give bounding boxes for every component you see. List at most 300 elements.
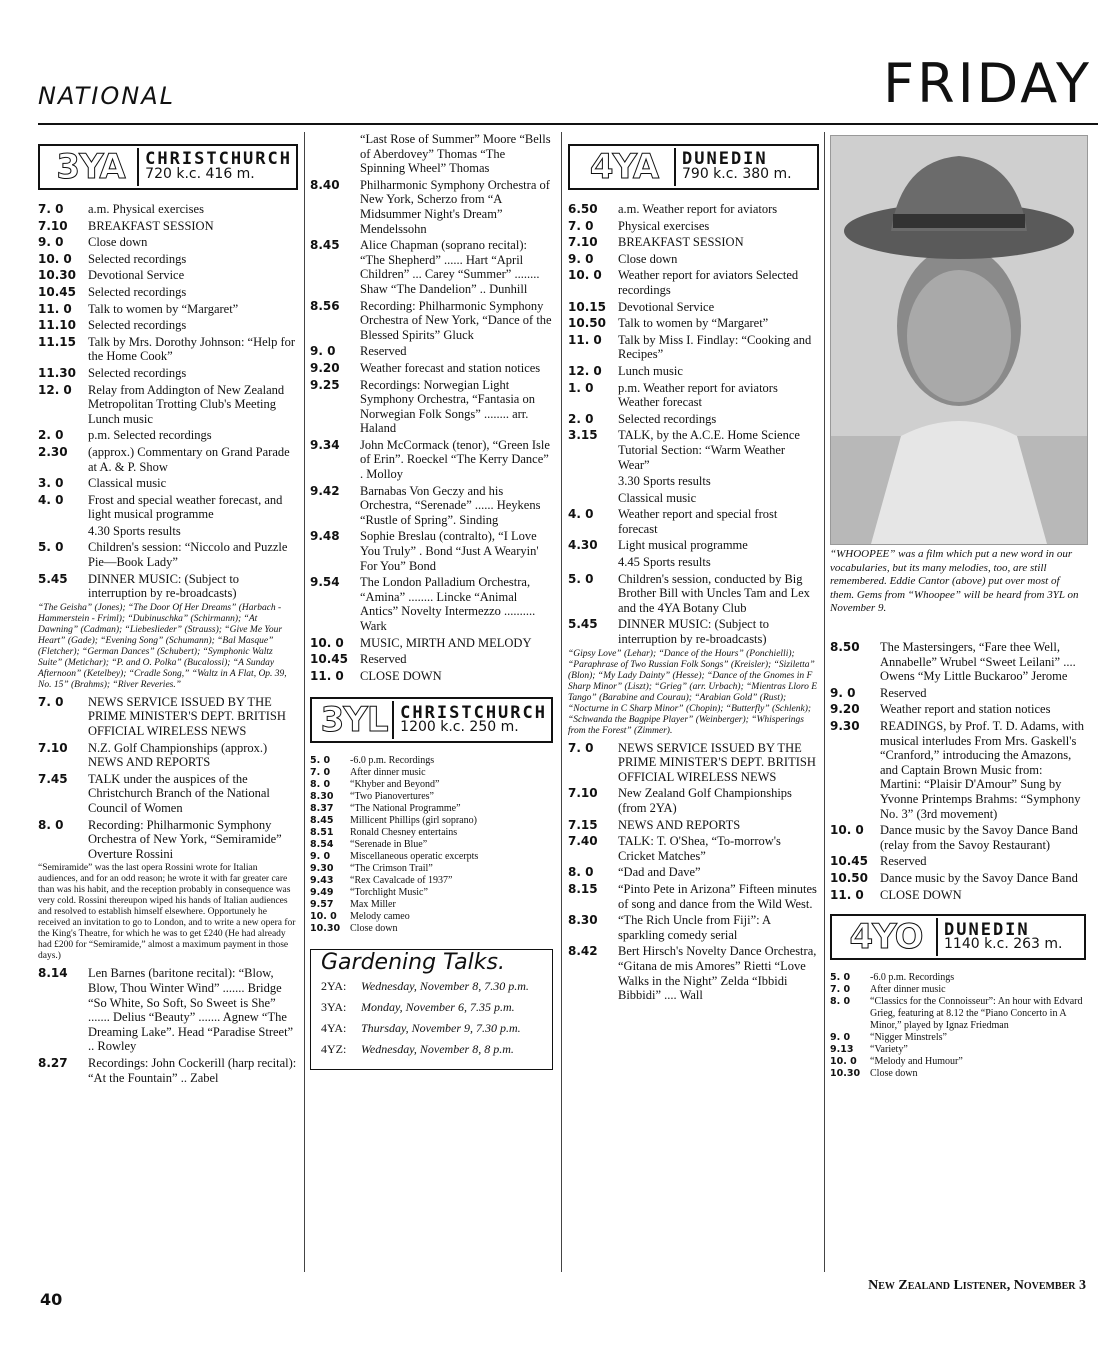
programme-entry (38, 219, 298, 234)
programme-description: Weather forecast and station notices (360, 360, 541, 375)
programme-entry (830, 1044, 1086, 1056)
programme-entry (568, 882, 819, 911)
gardening-station: 3YA: (321, 999, 347, 1014)
gardening-when: Wednesday, November 8, 8 p.m. (361, 1041, 514, 1056)
programme-description: Alice Chapman (soprano recital): “The Shepherd” ...... Hart “April Children” ... Carey “Summer” ........ Shaw “The Dandelion” .. Dunhill (360, 238, 540, 296)
programme-time: 10.15 (568, 299, 606, 314)
programme-entry (830, 871, 1086, 886)
programme-description: “Dad and Dave” (618, 865, 701, 880)
programme-description: Children's session: “Niccolo and Puzzle Pie—Book Lady” (88, 540, 288, 570)
programme-description: Reserved (880, 685, 927, 700)
day-title: FRIDAY (883, 52, 1092, 115)
programme-description: NEWS SERVICE ISSUED BY THE PRIME MINISTER'S DEPT. BRITISH OFFICIAL WIRELESS NEWS (88, 694, 286, 739)
programme-description: Classical music (618, 490, 697, 505)
programme-entry (38, 493, 298, 522)
programme-entry (568, 913, 819, 942)
programme-entry (310, 344, 553, 359)
programme-entry (38, 318, 298, 333)
programme-time: 10. 0 (310, 635, 344, 650)
programme-entry (310, 529, 553, 573)
programme-description: Miscellaneous operatic excerpts (350, 851, 479, 863)
programme-description: “Serenade in Blue” (350, 839, 428, 851)
programme-time: 5. 0 (310, 755, 331, 767)
programme-entry (568, 412, 819, 427)
programme-entry (830, 1056, 1086, 1068)
programme-entry (568, 572, 819, 616)
programme-time: 11.30 (38, 365, 76, 380)
programme-time: 7. 0 (38, 202, 64, 216)
programme-description: 4.30 Sports results (88, 523, 181, 538)
programme-description: NEWS SERVICE ISSUED BY THE PRIME MINISTER'S DEPT. BRITISH OFFICIAL WIRELESS NEWS (618, 740, 816, 784)
programme-entry (310, 839, 553, 851)
programme-entry (830, 686, 1086, 701)
programme-description: p.m. Weather report for aviators Weather forecast (618, 380, 778, 410)
programme-description: John McCormack (tenor), “Green Isle of Erin”. Roeckel “The Kerry Dance” . Molloy (360, 437, 550, 482)
programme-entry (38, 741, 298, 770)
station-frequency: 1200 k.c. 250 m. (400, 719, 519, 736)
programme-time: 8.42 (568, 944, 598, 959)
programme-time: 10.45 (310, 652, 348, 667)
programme-time: 3.15 (568, 428, 598, 443)
station-frequency: 1140 k.c. 263 m. (944, 936, 1063, 953)
programme-entry (38, 302, 298, 317)
programme-entry (310, 669, 553, 684)
programme-description: “The Rich Uncle from Fiji”: A sparkling comedy serial (618, 913, 771, 942)
programme-entry (310, 887, 553, 899)
programme-description: Close down (870, 1068, 918, 1080)
programme-time: 7. 0 (568, 218, 594, 233)
programme-entry (568, 741, 819, 785)
programme-time: 7.10 (38, 218, 68, 233)
station-box-4yo (830, 914, 1086, 960)
programme-description: Dance music by the Savoy Dance Band (880, 870, 1078, 885)
programme-time: 5.45 (38, 571, 68, 586)
programme-entry (830, 972, 1086, 984)
programme-description: Reserved (880, 854, 927, 869)
programme-description: READINGS, by Prof. T. D. Adams, with musical interludes From Mrs. Gaskell's “Cranford,” introducing the Amazons, and Captain Brown Music from: Martini: “Plaisir D'Amour” Sung by Yvonne Printemps Brahms: “Symphony No. 3” (3rd movement) (880, 718, 1085, 821)
programme-time: 9. 0 (310, 344, 336, 359)
programme-description: Recording: Philharmonic Symphony Orchestra of New York, “Semiramide” Overture Rossini (88, 817, 282, 861)
programme-description: “Last Rose of Summer” Moore “Bells of Aberdovey” Thomas “The Spinning Wheel” Thomas (360, 132, 551, 176)
programme-entry (38, 268, 298, 283)
programme-description: “Melody and Humour” (870, 1056, 963, 1068)
programme-description: After dinner music (870, 984, 946, 996)
gardening-when: Wednesday, November 8, 7.30 p.m. (361, 978, 529, 993)
station-city: CHRISTCHURCH (400, 702, 547, 723)
programme-description: “Rex Cavalcade of 1937” (350, 875, 453, 887)
programme-description: Talk to women by “Margaret” (618, 316, 769, 331)
station-box-3yl (310, 697, 553, 743)
programme-time: 11. 0 (830, 887, 864, 902)
section-title: NATIONAL (38, 82, 175, 110)
programme-time: 9. 0 (310, 851, 331, 863)
programme-entry (310, 484, 553, 528)
programme-time: 4.30 (568, 538, 598, 553)
programme-description: CLOSE DOWN (880, 887, 962, 902)
programme-description: Classical music (88, 476, 167, 491)
programme-description: Dance music by the Savoy Dance Band (relay from the Savoy Restaurant) (880, 823, 1078, 852)
programme-time (568, 555, 618, 570)
programme-time: 1. 0 (568, 380, 594, 395)
programme-time (38, 524, 88, 539)
programme-entry (310, 767, 553, 779)
programme-description: “Khyber and Beyond” (350, 779, 440, 791)
programme-time: 11. 0 (310, 668, 344, 683)
programme-description: Len Barnes (baritone recital): “Blow, Blow, Thou Winter Wind” ....... Bridge “So White, So Soft, So Sweet is She” ....... Delius “Beauty” ....... Agnew “The Dreaming Lake”. Head “Paradise Street” .. Rowley (88, 966, 294, 1054)
programme-description: Physical exercises (618, 218, 710, 233)
programme-entry (310, 875, 553, 887)
programme-time: 7.10 (568, 235, 598, 250)
programme-entry (38, 252, 298, 267)
programme-description: Selected recordings (618, 411, 717, 426)
programme-entry (568, 538, 819, 553)
programme-time: 8.30 (310, 791, 334, 803)
programme-entry (310, 827, 553, 839)
programme-time: 9.34 (310, 437, 340, 452)
programme-time: 10.30 (38, 268, 76, 283)
programme-description: Ronald Chesney entertains (350, 827, 458, 839)
programme-time: 11.15 (38, 334, 76, 349)
programme-entry (830, 823, 1086, 852)
programme-time (568, 474, 618, 489)
programme-description: Melody cameo (350, 911, 410, 923)
programme-time: 7. 0 (38, 694, 64, 709)
programme-entry (310, 361, 553, 376)
programme-time: 9.42 (310, 483, 340, 498)
column-3ya-continued (310, 132, 553, 1070)
programme-time: 8.14 (38, 966, 68, 981)
programme-entry (830, 984, 1086, 996)
programme-time: 8.56 (310, 298, 340, 313)
programme-time: 7.10 (38, 740, 68, 755)
programme-entry (310, 863, 553, 875)
programme-description: Bert Hirsch's Novelty Dance Orchestra, “Gitana de mis Amores” Rietti “Love Walks in the Night” Zelda “Ibbidi Bibbidi” .... Wall (618, 944, 817, 1003)
programme-time: 2. 0 (568, 411, 594, 426)
gardening-talks-box (310, 949, 553, 1070)
programme-time: 11.10 (38, 318, 76, 333)
programme-description: p.m. Selected recordings (88, 428, 212, 443)
programme-time: 9.20 (830, 702, 860, 717)
programme-entry (310, 378, 553, 436)
gardening-station: 4YA: (321, 1020, 347, 1035)
programme-description: TALK, by the A.C.E. Home Science Tutorial Section: “Warm Weather Wear” (618, 428, 800, 472)
programme-entry (38, 476, 298, 491)
programme-time: 10.50 (568, 316, 606, 331)
programme-description: DINNER MUSIC: (Subject to interruption by re-broadcasts) (88, 571, 240, 601)
programme-time: 11. 0 (568, 332, 602, 347)
gardening-row (321, 979, 542, 994)
programme-entry (38, 540, 298, 569)
programme-entry (568, 617, 819, 646)
programme-entry (830, 854, 1086, 869)
programme-time: 8.27 (38, 1055, 68, 1070)
programme-entry (568, 381, 819, 410)
programme-entry (830, 702, 1086, 717)
programme-time: 8.15 (568, 881, 598, 896)
programme-description: Weather report and station notices (880, 702, 1051, 717)
programme-entry (568, 944, 819, 1002)
programme-time: 7. 0 (568, 740, 594, 755)
programme-description: BREAKFAST SESSION (618, 235, 744, 250)
programme-entry (38, 366, 298, 381)
programme-description: TALK: T. O'Shea, “To-morrow's Cricket Matches” (618, 834, 781, 863)
gardening-row (321, 1021, 542, 1036)
programme-time: 9. 0 (568, 251, 594, 266)
programme-description: Recordings: John Cockerill (harp recital): “At the Fountain” .. Zabel (88, 1055, 297, 1085)
column-divider (304, 132, 305, 1272)
programme-description: CLOSE DOWN (360, 668, 442, 683)
programme-time: 10. 0 (568, 268, 602, 283)
station-logo: 4YO (836, 918, 938, 956)
programme-time: 5. 0 (830, 972, 851, 984)
gardening-row (321, 1042, 542, 1057)
photo-eddie-cantor (830, 135, 1088, 545)
programme-entry (38, 1056, 298, 1085)
column-4ya-continued (830, 640, 1086, 1080)
programme-entry (568, 428, 819, 472)
gardening-row (321, 1000, 542, 1015)
programme-description: “Classics for the Connoisseur”: An hour with Edvard Grieg, featuring at 8.12 the “Piano Concerto in A Minor,” played by Ignaz Friedman (870, 996, 1083, 1032)
programme-time: 11. 0 (38, 301, 72, 316)
programme-entry (568, 364, 819, 379)
programme-time: 10. 0 (38, 251, 72, 266)
programme-time: 5. 0 (38, 540, 64, 555)
programme-entry (38, 202, 298, 217)
programme-entry (310, 238, 553, 296)
programme-time (568, 491, 618, 506)
programme-description: Reserved (360, 652, 407, 667)
programme-time: 2.30 (38, 444, 68, 459)
programme-entry (310, 803, 553, 815)
programme-time: 9.57 (310, 899, 334, 911)
programme-description: “The Crimson Trail” (350, 863, 433, 875)
programme-entry (310, 132, 553, 176)
programme-entry (310, 911, 553, 923)
programme-description: “Two Pianovertures” (350, 791, 434, 803)
gardening-station: 2YA: (321, 978, 347, 993)
programme-entry (310, 438, 553, 482)
programme-time: 8. 0 (310, 779, 331, 791)
programme-description: (approx.) Commentary on Grand Parade at A. & P. Show (88, 444, 290, 474)
programme-time: 9.48 (310, 529, 340, 544)
programme-time: 8.37 (310, 803, 334, 815)
programme-description: Light musical programme (618, 538, 748, 553)
programme-time: 10. 0 (830, 823, 864, 838)
programme-entry (830, 888, 1086, 903)
programme-time: 7.40 (568, 834, 598, 849)
programme-entry (568, 202, 819, 217)
programme-entry (568, 474, 819, 489)
programme-description: Close down (88, 235, 148, 250)
programme-description: -6.0 p.m. Recordings (870, 972, 955, 984)
programme-time: 7. 0 (310, 767, 331, 779)
programme-description: Lunch music (618, 363, 683, 378)
programme-description: 3.30 Sports results (618, 474, 711, 489)
programme-description: Max Miller (350, 899, 396, 911)
programme-description: Reserved (360, 344, 407, 359)
programme-entry (310, 791, 553, 803)
programme-note: “Gipsy Love” (Lehar); “Dance of the Hours” (Ponchielli); “Paraphrase of Two Russian Folk Songs” (Kreisler); “Siziletta” (Blon); “My Lady Dainty” (Hesse); “Dance of the Gnomes in F Sharp Minor” (Liszt); “Grieg” (arr. Urbach); “Mientras Lloro E Tango” (Barabine and Courau); “Arabian Gold” (Rust); “Nocturne in C Sharp Minor” (Chopin); “Butterfly” (Schlenk); “Schwanda the Bagpipe Player” (Weinberger); “Whisperings from the Forest” (Zimmer). (568, 648, 818, 736)
programme-entry (38, 818, 298, 862)
programme-entry (830, 719, 1086, 821)
programme-time: 5.45 (568, 617, 598, 632)
programme-description: “The National Programme” (350, 803, 461, 815)
programme-description: The London Palladium Orchestra, “Amina” ........ Lincke “Animal Antics” Novelty Intermezzo .......... Wark (360, 575, 536, 633)
programme-time: 10.45 (38, 284, 76, 299)
programme-entry (568, 235, 819, 250)
programme-entry (38, 572, 298, 601)
programme-entry (830, 640, 1086, 684)
programme-entry (310, 923, 553, 935)
programme-entry (310, 178, 553, 236)
programme-note: “Semiramide” was the last opera Rossini wrote for Italian audiences, and for an odd reason; he wrote it with far greater care than was his habit, and the reception probably in consequence was very cold. Rossini thereupon wiped his hands of Italian audiences and resolved to establish himself elsewhere. Opportunely he received an invitation to go to London, and to write a new opera for the King's Theatre, for which he was to get £240 (He had already had £200 for “Semiramide,” almost a maximum payment in those days.) (38, 863, 296, 962)
programme-time: 4. 0 (568, 507, 594, 522)
programme-time: 9.30 (830, 718, 860, 733)
programme-entry (568, 507, 819, 536)
programme-time: 8.54 (310, 839, 334, 851)
programme-time: 10. 0 (830, 1056, 857, 1068)
programme-entry (568, 219, 819, 234)
programme-entry (38, 772, 298, 816)
programme-entry (568, 300, 819, 315)
programme-description: a.m. Physical exercises (88, 202, 204, 216)
programme-time: 8. 0 (38, 817, 64, 832)
programme-time: 9. 0 (830, 685, 856, 700)
programme-entry (38, 285, 298, 300)
programme-time: 6.50 (568, 202, 598, 216)
gardening-title: Gardening Talks. (321, 950, 505, 976)
programme-time: 5. 0 (568, 571, 594, 586)
programme-entry (310, 815, 553, 827)
programme-entry (568, 865, 819, 880)
programme-time: 10.30 (310, 923, 341, 935)
programme-description: Millicent Phillips (girl soprano) (350, 815, 477, 827)
programme-time: 8. 0 (568, 865, 594, 880)
programme-description: MUSIC, MIRTH AND MELODY (360, 635, 532, 650)
programme-description: TALK under the auspices of the Christchurch Branch of the National Council of Women (88, 771, 270, 815)
programme-time: 7.15 (568, 817, 598, 832)
programme-time: 7. 0 (830, 984, 851, 996)
gardening-when: Monday, November 6, 7.35 p.m. (361, 999, 515, 1014)
programme-description: Selected recordings (88, 284, 187, 299)
programme-time: 12. 0 (38, 382, 72, 397)
column-divider (824, 132, 825, 1272)
programme-description: “Nigger Minstrels” (870, 1032, 947, 1044)
programme-entry (568, 316, 819, 331)
programme-entry (568, 491, 819, 506)
programme-description: Relay from Addington of New Zealand Metropolitan Trotting Club's Meeting Lunch music (88, 382, 285, 426)
station-frequency: 790 k.c. 380 m. (682, 166, 792, 182)
footer-title: New Zealand Listener, November 3 (868, 1278, 1086, 1293)
programme-entry (568, 268, 819, 297)
programme-description: a.m. Weather report for aviators (618, 202, 778, 216)
page-number: 40 (40, 1290, 63, 1309)
station-logo: 3YA (44, 148, 139, 186)
programme-description: Sophie Breslau (contralto), “I Love You Truly” . Bond “Just A Wearyin' For You” Bond (360, 529, 539, 573)
programme-time: 8.40 (310, 177, 340, 192)
programme-description: “Variety” (870, 1044, 908, 1056)
programme-description: Selected recordings (88, 251, 187, 266)
programme-description: New Zealand Golf Championships (from 2YA) (618, 786, 792, 815)
station-box-4ya (568, 144, 819, 190)
programme-entry (568, 818, 819, 833)
programme-description: Weather report for aviators Selected recordings (618, 268, 799, 297)
programme-description: 4.45 Sports results (618, 555, 711, 570)
column-3ya (38, 132, 298, 1087)
programme-time: 9.49 (310, 887, 334, 899)
programme-description: Devotional Service (618, 299, 715, 314)
programme-time: 8.45 (310, 815, 334, 827)
station-box-3ya (38, 144, 298, 190)
programme-description: DINNER MUSIC: (Subject to interruption by re-broadcasts) (618, 617, 770, 647)
programme-entry (568, 555, 819, 570)
programme-description: Frost and special weather forecast, and light musical programme (88, 492, 283, 522)
programme-note: “The Geisha” (Jones); “The Door Of Her Dreams” (Harbach - Hammerstein - Friml); “Dubinuschka” (Schirmann); “At Dawning” (Cadman); “Liebeslieder” (Strauss); “Give Me Your Heart” (Gade); “Evening Song” (Schumann); “Bal Masque” (Fletcher); “German Dances” (Schubert); “Symphonic Waltz Suite” (Metichar); “P. and O. Polka” (Bucalossi); “A Sunday Afternoon” (Ketelbey); “Cradle Song,” “Waltz in A Flat, Op. 39, No. 15” (Brahms); “River Reveries.” (38, 602, 287, 690)
programme-time: 8. 0 (830, 996, 851, 1008)
programme-entry (38, 383, 298, 427)
programme-description: Talk by Mrs. Dorothy Johnson: “Help for the Home Cook” (88, 334, 296, 364)
programme-entry (310, 851, 553, 863)
programme-entry (830, 1068, 1086, 1080)
programme-entry (38, 235, 298, 250)
photo-caption: “WHOOPEE” was a film which put a new word in our vocabularies, but its many melodies, too, are still remembered. Eddie Cantor (above) put over most of them. Gems from “Whoopee” will be heard from 3YL on November 9. (830, 548, 1079, 614)
programme-description: Talk by Miss I. Findlay: “Cooking and Recipes” (618, 332, 812, 362)
programme-time: 9.30 (310, 863, 334, 875)
gardening-when: Thursday, November 9, 7.30 p.m. (361, 1020, 521, 1035)
programme-time: 8.30 (568, 913, 598, 928)
programme-time: 10.45 (830, 854, 868, 869)
station-logo: 4YA (574, 148, 676, 186)
programme-time: 10.50 (830, 870, 868, 885)
programme-entry (310, 575, 553, 633)
programme-entry (38, 428, 298, 443)
programme-entry (310, 636, 553, 651)
programme-time: 9.20 (310, 360, 340, 375)
programme-description: After dinner music (350, 767, 426, 779)
header-rule (38, 123, 1098, 125)
programme-time: 2. 0 (38, 428, 64, 443)
programme-time: 9.25 (310, 377, 340, 392)
programme-description: The Mastersingers, “Fare thee Well, Annabelle” Wrubel “Sweet Leilani” .... Owens “My Little Buckaroo” Jerome (880, 640, 1076, 684)
programme-description: Recording: Philharmonic Symphony Orchestra of New York, “Dance of the Blessed Spirits” Gluck (360, 298, 552, 342)
programme-entry (568, 252, 819, 267)
programme-description: Children's session, conducted by Big Brother Bill with Uncles Tam and Lex and the 4YA Botany Club (618, 571, 810, 615)
programme-description: “Pinto Pete in Arizona” Fifteen minutes of song and dance from the Wild West. (618, 881, 817, 911)
programme-entry (568, 834, 819, 863)
programme-time (310, 132, 360, 176)
programme-description: Philharmonic Symphony Orchestra of New York, Scherzo from “A Midsummer Night's Dream” Mendelssohn (360, 177, 550, 236)
station-frequency: 720 k.c. 416 m. (145, 166, 255, 182)
station-logo: 3YL (316, 701, 394, 739)
programme-description: Close down (618, 251, 678, 266)
programme-time: 7.10 (568, 786, 598, 801)
programme-description: Talk to women by “Margaret” (88, 301, 239, 316)
programme-description: Weather report and special frost forecast (618, 507, 778, 536)
programme-time: 10.30 (830, 1068, 861, 1080)
programme-entry (830, 996, 1086, 1032)
programme-description: “Torchlight Music” (350, 887, 428, 899)
programme-description: Selected recordings (88, 318, 187, 333)
station-city: DUNEDIN (944, 919, 1030, 940)
programme-entry (310, 779, 553, 791)
programme-description: Recordings: Norwegian Light Symphony Orchestra, “Fantasia on Norwegian Folk Songs” ........ arr. Haland (360, 377, 535, 436)
programme-entry (568, 786, 819, 815)
programme-description: BREAKFAST SESSION (88, 218, 214, 233)
station-city: CHRISTCHURCH (145, 149, 292, 170)
programme-entry (830, 1032, 1086, 1044)
programme-entry (38, 335, 298, 364)
programme-description: NEWS AND REPORTS (618, 817, 741, 832)
